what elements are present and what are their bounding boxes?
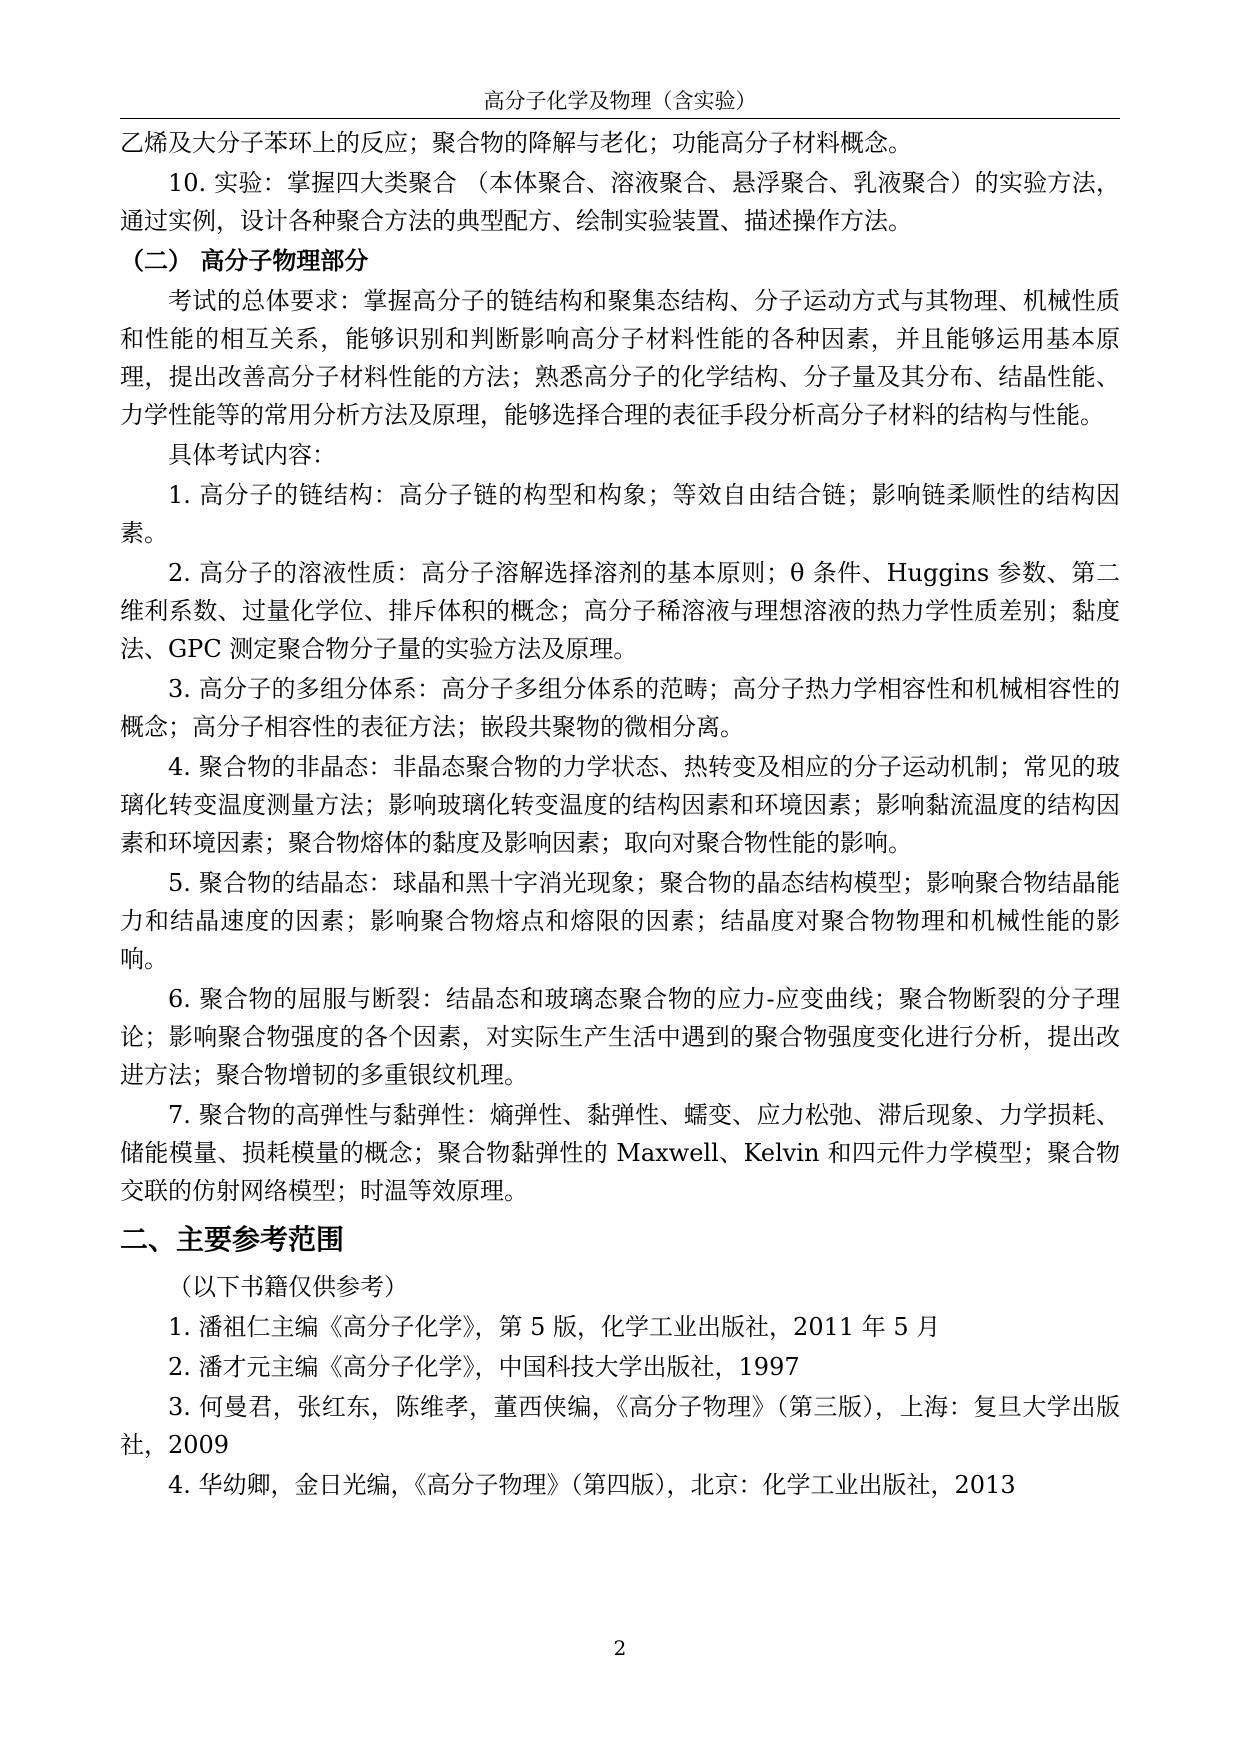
reference-item: 3. 何曼君，张红东，陈维孝，董西侠编，《高分子物理》（第三版），上海：复旦大学出版社，2009 bbox=[120, 1393, 1120, 1459]
content-item: 2. 高分子的溶液性质：高分子溶解选择溶剂的基本原则；θ 条件、Huggins 参数、第二维利系数、过量化学位、排斥体积的概念；高分子稀溶液与理想溶液的热力学性质差别；黏度法、GPC 测定聚合物分子量的实验方法及原理。 bbox=[120, 559, 1120, 663]
header-divider bbox=[120, 118, 1120, 119]
content-item: 3. 高分子的多组分体系：高分子多组分体系的范畴；高分子热力学相容性和机械相容性的概念；高分子相容性的表征方法；嵌段共聚物的微相分离。 bbox=[120, 675, 1120, 741]
content-item: 7. 聚合物的高弹性与黏弹性：熵弹性、黏弹性、蠕变、应力松弛、滞后现象、力学损耗、储能模量、损耗模量的概念；聚合物黏弹性的 Maxwell、Kelvin 和四元件力学模型；聚合物交联的仿射网络模型；时温等效原理。 bbox=[120, 1101, 1120, 1205]
section-heading-references: 二、主要参考范围 bbox=[120, 1223, 345, 1256]
paragraph-experiment: 10. 实验：掌握四大类聚合 （本体聚合、溶液聚合、悬浮聚合、乳液聚合）的实验方法，通过实例，设计各种聚合方法的典型配方、绘制实验装置、描述操作方法。 bbox=[120, 169, 1120, 235]
exam-content-label: 具体考试内容： bbox=[168, 441, 336, 469]
reference-item: 4. 华幼卿，金日光编，《高分子物理》（第四版），北京：化学工业出版社，2013 bbox=[168, 1471, 1016, 1499]
content-item: 5. 聚合物的结晶态：球晶和黑十字消光现象；聚合物的晶态结构模型；影响聚合物结晶能力和结晶速度的因素；影响聚合物熔点和熔限的因素；结晶度对聚合物物理和机械性能的影响。 bbox=[120, 869, 1120, 973]
reference-item: 2. 潘才元主编《高分子化学》，中国科技大学出版社，1997 bbox=[168, 1353, 800, 1381]
content-item: 6. 聚合物的屈服与断裂：结晶态和玻璃态聚合物的应力-应变曲线；聚合物断裂的分子理论；影响聚合物强度的各个因素，对实际生产生活中遇到的聚合物强度变化进行分析，提出改进方法；聚合物增韧的多重银纹机理。 bbox=[120, 985, 1120, 1089]
page-header-title: 高分子化学及物理（含实验） bbox=[483, 89, 757, 113]
page-number: 2 bbox=[613, 1636, 627, 1660]
content-item: 1. 高分子的链结构：高分子链的构型和构象；等效自由结合链；影响链柔顺性的结构因素。 bbox=[120, 481, 1120, 547]
references-note: （以下书籍仅供参考） bbox=[168, 1273, 408, 1301]
section-heading-physics: （二） 高分子物理部分 bbox=[120, 246, 369, 275]
content-item: 4. 聚合物的非晶态：非晶态聚合物的力学状态、热转变及相应的分子运动机制；常见的玻璃化转变温度测量方法；影响玻璃化转变温度的结构因素和环境因素；影响黏流温度的结构因素和环境因素；聚合物熔体的黏度及影响因素；取向对聚合物性能的影响。 bbox=[120, 753, 1120, 857]
reference-item: 1. 潘祖仁主编《高分子化学》，第 5 版，化学工业出版社，2011 年 5 月 bbox=[168, 1313, 941, 1341]
document-body bbox=[120, 124, 1120, 1506]
paragraph-continuation: 乙烯及大分子苯环上的反应；聚合物的降解与老化；功能高分子材料概念。 bbox=[120, 129, 912, 157]
exam-requirements: 考试的总体要求：掌握高分子的链结构和聚集态结构、分子运动方式与其物理、机械性质和性能的相互关系，能够识别和判断影响高分子材料性能的各种因素，并且能够运用基本原理，提出改善高分子材料性能的方法；熟悉高分子的化学结构、分子量及其分布、结晶性能、力学性能等的常用分析方法及原理，能够选择合理的表征手段分析高分子材料的结构与性能。 bbox=[120, 287, 1120, 429]
